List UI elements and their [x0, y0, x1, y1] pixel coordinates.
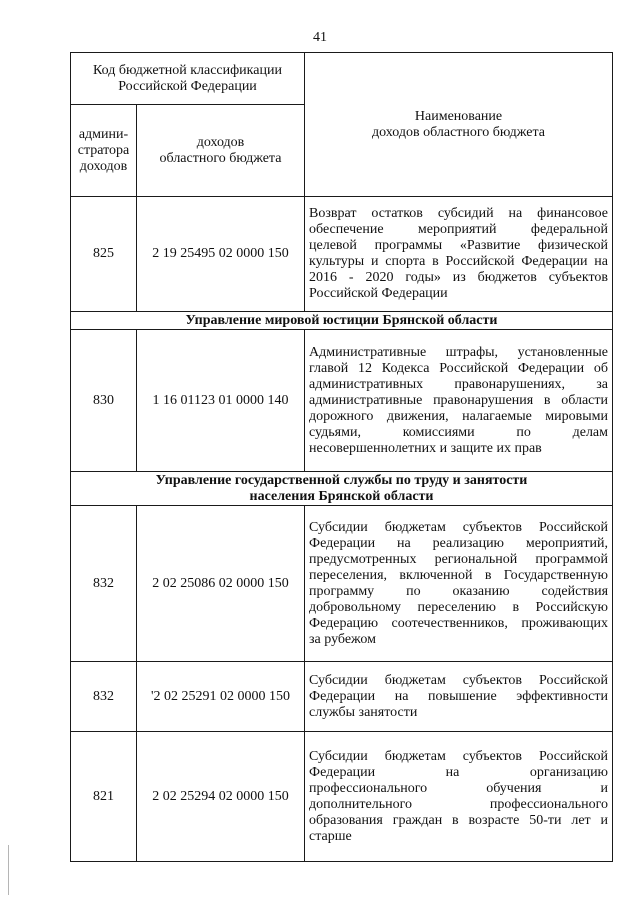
section-row	[71, 312, 613, 330]
administrator-code: 832	[71, 662, 137, 732]
income-name	[305, 732, 613, 862]
income-name-line: добровольному переселению в Российскую	[309, 599, 609, 615]
administrator-code: 821	[71, 732, 137, 862]
administrator-code: 825	[71, 197, 137, 312]
section-title: Управление государственной службы по труду и занятости населения Брянской области	[71, 472, 613, 506]
income-name-line: Федерации на реализацию мероприятий,	[309, 535, 609, 551]
income-name-line: административных правонарушениях, за	[309, 376, 609, 392]
income-name-line: целевой программы «Развитие физической	[309, 238, 609, 253]
header-name: Наименование доходов областного бюджета	[305, 53, 613, 197]
income-name-line: Субсидии бюджетам субъектов Российской	[309, 519, 609, 535]
income-name	[305, 662, 613, 732]
income-name-line: профессионального обучения и	[309, 780, 609, 796]
margin-rule	[8, 845, 9, 895]
income-name-line: переселения, включенной в Государственную	[309, 567, 609, 583]
section-title: Управление мировой юстиции Брянской области	[71, 312, 613, 330]
income-name-line: Административные штрафы, установленные	[309, 344, 609, 360]
table-row	[71, 197, 613, 312]
income-name-last-line: Российской Федерации	[309, 286, 448, 301]
income-name-line: дополнительного профессионального	[309, 796, 609, 812]
income-name-line: Федерацию соотечественников, проживающих	[309, 615, 609, 631]
income-code: 2 19 25495 02 0000 150	[137, 197, 305, 312]
administrator-code: 832	[71, 506, 137, 662]
income-name-line: предусмотренных региональной программой	[309, 551, 609, 567]
income-name-last-line: службы занятости	[309, 704, 418, 720]
table-row	[71, 662, 613, 732]
header-income: доходов областного бюджета	[137, 105, 305, 197]
income-name-line: главой 12 Кодекса Российской Федерации об	[309, 360, 609, 376]
income-name-line: 2016 - 2020 годы» из бюджетов субъектов	[309, 270, 609, 285]
income-name-line: обеспечение мероприятий федеральной	[309, 222, 609, 237]
income-name-last-line: несовершеннолетних и защите их прав	[309, 440, 542, 456]
income-name	[305, 197, 613, 312]
header-administrator: админи- стратора доходов	[71, 105, 137, 197]
income-code: '2 02 25291 02 0000 150	[137, 662, 305, 732]
table-row	[71, 732, 613, 862]
header-row-top	[71, 53, 613, 105]
income-code: 2 02 25086 02 0000 150	[137, 506, 305, 662]
income-name	[305, 330, 613, 472]
table-row	[71, 330, 613, 472]
income-name-line: Федерации на организацию	[309, 764, 609, 780]
income-name-line: административные правонарушения в области	[309, 392, 609, 408]
header-code-group: Код бюджетной классификации Российской Федерации	[71, 53, 305, 105]
income-name-line: судьями, комиссиями по делам	[309, 424, 609, 440]
income-classification-table	[70, 52, 613, 862]
income-name-line: Возврат остатков субсидий на финансовое	[309, 206, 609, 221]
income-name-line: Субсидии бюджетам субъектов Российской	[309, 748, 609, 764]
income-name-line: программу по оказанию содействия	[309, 583, 609, 599]
table-row	[71, 506, 613, 662]
income-name-last-line: за рубежом	[309, 631, 376, 647]
income-name-line: образования граждан в возрасте 50-ти лет и	[309, 812, 609, 828]
administrator-code: 830	[71, 330, 137, 472]
section-row	[71, 472, 613, 506]
income-name	[305, 506, 613, 662]
income-code: 1 16 01123 01 0000 140	[137, 330, 305, 472]
income-name-line: культуры и спорта в Российской Федерации на	[309, 254, 609, 269]
income-name-last-line: старше	[309, 828, 352, 844]
income-name-line: Федерации на повышение эффективности	[309, 688, 609, 704]
income-name-line: дорожного движения, налагаемые мировыми	[309, 408, 609, 424]
income-code: 2 02 25294 02 0000 150	[137, 732, 305, 862]
page-number: 41	[313, 30, 327, 45]
income-name-line: Субсидии бюджетам субъектов Российской	[309, 672, 609, 688]
